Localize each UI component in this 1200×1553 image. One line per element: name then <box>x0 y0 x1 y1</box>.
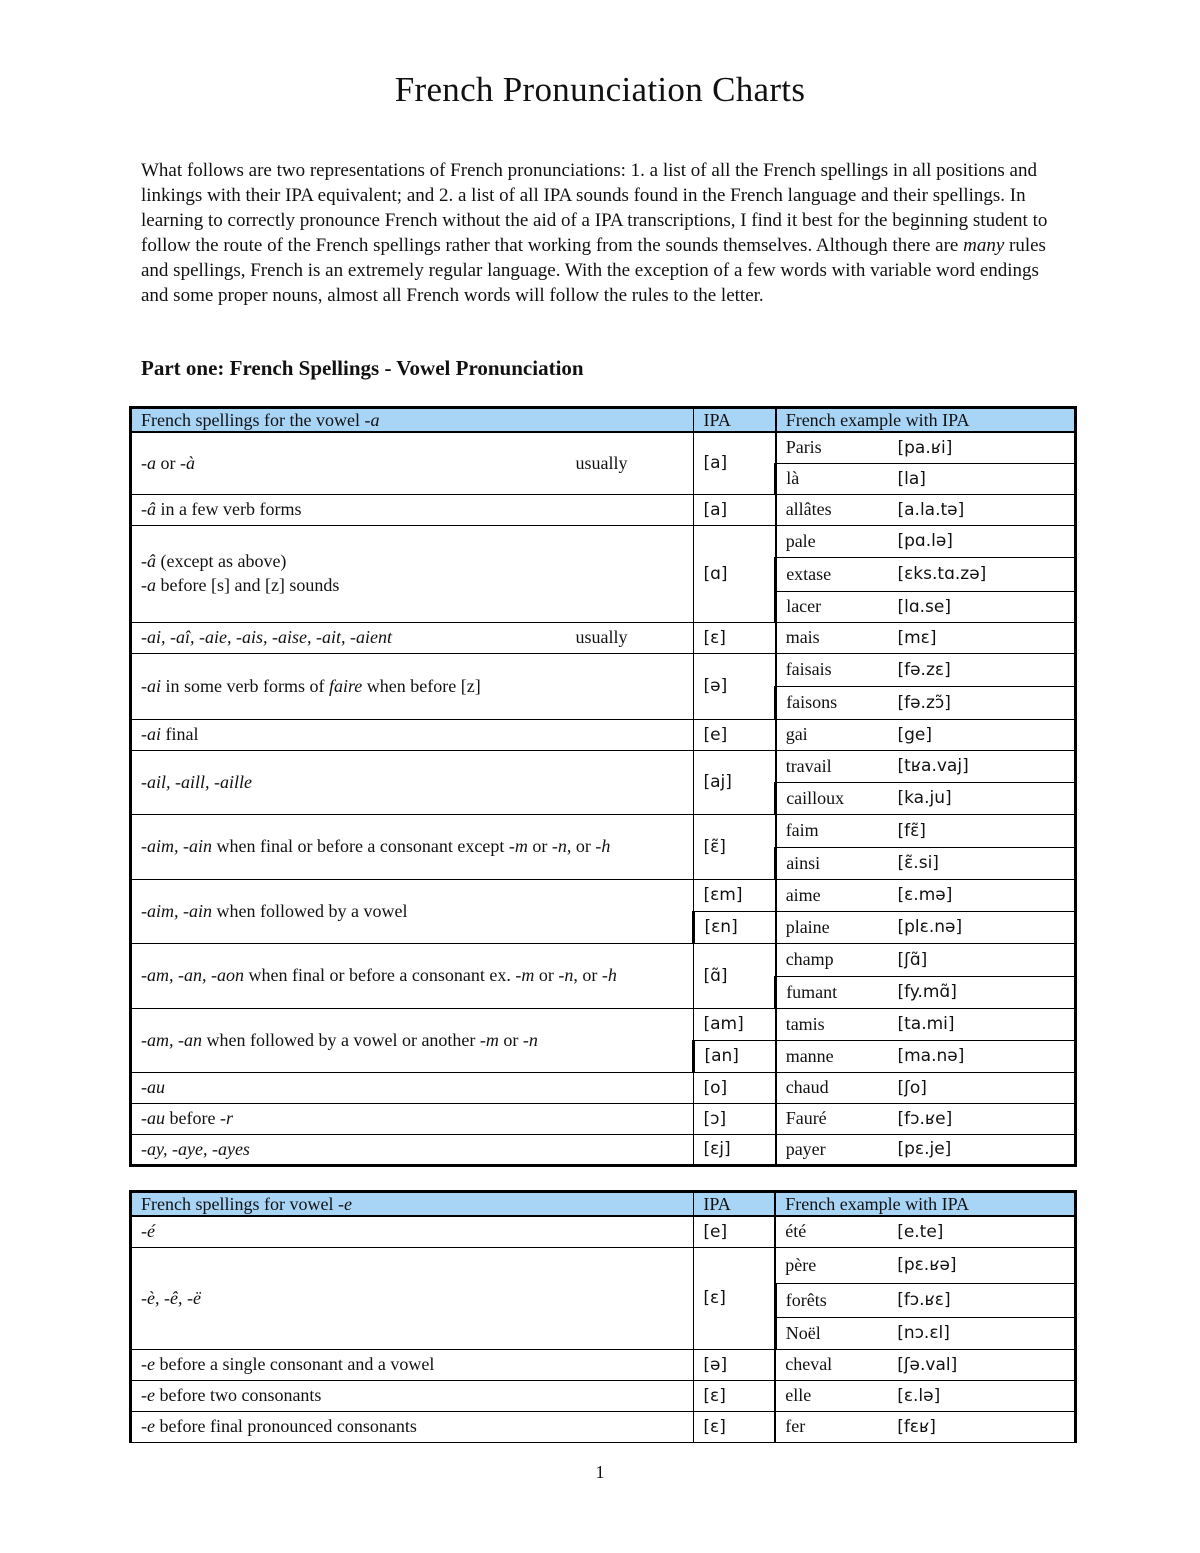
example-ipa: [ʃə.val] <box>888 1349 1075 1380</box>
example-word: tamis <box>776 1008 889 1040</box>
header-example: French example with IPA <box>775 1192 1075 1217</box>
example-word: fumant <box>776 976 889 1008</box>
example-ipa: [fə.zɔ̃] <box>888 686 1075 719</box>
example-ipa: [tʁa.vaj] <box>888 750 1075 782</box>
example-ipa: [fy.mɑ̃] <box>888 976 1075 1008</box>
intro-paragraph: What follows are two representations of French pronunciations: 1. a list of all the French spellings in all positions and linkings with their IPA equivalent; and 2. a list of all IPA sounds found in the French language and their spellings. In learning to correctly pronounce French without the aid of a IPA transcriptions, I find it best for the beginning student to follow the route of the French spellings rather that working from the sounds themselves. Although there are many rules and spellings, French is an extremely regular language. With the exception of a few words with variable word endings and some proper nouns, almost all French words will follow the rules to the letter. <box>141 160 1048 306</box>
spelling-cell: -â (except as above) -a before [s] and [z] sounds <box>131 525 694 622</box>
example-word: champ <box>776 943 889 976</box>
example-ipa: [fə.zɛ] <box>888 653 1075 686</box>
table-row <box>131 1247 1076 1283</box>
spelling-cell: -am, -an when followed by a vowel or another -m or -n <box>131 1008 694 1072</box>
example-ipa: [ka.ju] <box>888 782 1075 814</box>
example-word: forêts <box>775 1283 888 1317</box>
example-word: Fauré <box>776 1103 889 1134</box>
header-spelling: French spellings for the vowel -a <box>131 408 694 433</box>
ipa-cell: [a] <box>694 432 776 494</box>
header-spelling: French spellings for vowel -e <box>131 1192 694 1217</box>
example-ipa: [fɛʁ] <box>888 1411 1075 1442</box>
vowel-a-table <box>129 406 1077 1167</box>
example-word: faisais <box>776 653 889 686</box>
example-ipa: [plɛ.nə] <box>888 911 1075 943</box>
example-word: cheval <box>775 1349 888 1380</box>
example-ipa: [ɛks.tɑ.zə] <box>888 557 1075 591</box>
header-ipa: IPA <box>694 1192 775 1217</box>
ipa-cell: [ɛn] <box>694 911 776 943</box>
ipa-cell: [e] <box>694 1216 775 1247</box>
ipa-cell: [ɛ̃] <box>694 814 776 879</box>
example-ipa: [ge] <box>888 719 1075 750</box>
page-title: French Pronunciation Charts <box>394 70 806 109</box>
example-ipa: [ʃɑ̃] <box>888 943 1075 976</box>
table-row <box>131 1216 1076 1247</box>
table-row <box>131 879 1076 911</box>
example-word: père <box>775 1247 888 1283</box>
example-word: elle <box>775 1380 888 1411</box>
example-word: ainsi <box>776 847 889 879</box>
table-row <box>131 814 1076 847</box>
example-ipa: [ʃo] <box>888 1072 1075 1103</box>
example-ipa: [ɛ.lə] <box>888 1380 1075 1411</box>
example-word: extase <box>776 557 889 591</box>
table-row <box>131 525 1076 557</box>
example-word: faim <box>776 814 889 847</box>
header-ipa: IPA <box>694 408 776 433</box>
example-ipa: [pɛ.je] <box>888 1134 1075 1165</box>
ipa-cell: [ɑ̃] <box>694 943 776 1008</box>
spelling-cell: -ai final <box>131 719 694 750</box>
example-word: plaine <box>776 911 889 943</box>
example-ipa: [lɑ.se] <box>888 591 1075 622</box>
spelling-cell: -am, -an, -aon when final or before a consonant ex. -m or -n, or -h <box>131 943 694 1008</box>
example-ipa: [ɛ̃.si] <box>888 847 1075 879</box>
example-word: cailloux <box>776 782 889 814</box>
example-ipa: [la] <box>888 463 1075 494</box>
ipa-cell: [ɛ] <box>694 1380 775 1411</box>
spelling-cell: -ai, -aî, -aie, -ais, -aise, -ait, -aient <box>141 627 392 647</box>
example-word: là <box>776 463 889 494</box>
ipa-cell: [ɛ] <box>694 1247 775 1349</box>
ipa-cell: [ɛ] <box>694 1411 775 1442</box>
table-row <box>131 943 1076 976</box>
table-header-row <box>131 1192 1076 1217</box>
table-header-row <box>131 408 1076 433</box>
spelling-cell: -au <box>131 1072 694 1103</box>
table-row <box>131 653 1076 686</box>
ipa-cell: [a] <box>694 494 776 525</box>
example-word: mais <box>776 622 889 653</box>
example-ipa: [fɛ̃] <box>888 814 1075 847</box>
example-ipa: [e.te] <box>888 1216 1075 1247</box>
ipa-cell: [ɛm] <box>694 879 776 911</box>
table-row <box>131 494 1076 525</box>
table-row <box>131 750 1076 782</box>
ipa-cell: [o] <box>694 1072 776 1103</box>
spelling-cell: -aim, -ain when final or before a consonant except -m or -n, or -h <box>131 814 694 879</box>
spelling-cell: -ail, -aill, -aille <box>131 750 694 814</box>
spelling-cell: -e before a single consonant and a vowel <box>131 1349 694 1380</box>
example-ipa: [pɑ.lə] <box>888 525 1075 557</box>
example-ipa: [pɛ.ʁə] <box>888 1247 1075 1283</box>
table-row <box>131 1349 1076 1380</box>
example-ipa: [nɔ.ɛl] <box>888 1317 1075 1349</box>
example-word: payer <box>776 1134 889 1165</box>
example-word: travail <box>776 750 889 782</box>
spelling-cell: -â in a few verb forms <box>131 494 694 525</box>
table-row <box>131 1380 1076 1411</box>
ipa-cell: [am] <box>694 1008 776 1040</box>
example-word: gai <box>776 719 889 750</box>
usage-note: usually <box>575 452 628 473</box>
example-word: lacer <box>776 591 889 622</box>
example-ipa: [ma.nə] <box>888 1040 1075 1072</box>
example-ipa: [ta.mi] <box>888 1008 1075 1040</box>
example-word: chaud <box>776 1072 889 1103</box>
table-row <box>131 719 1076 750</box>
example-word: faisons <box>776 686 889 719</box>
ipa-cell: [ɛj] <box>694 1134 776 1165</box>
spelling-cell: -é <box>131 1216 694 1247</box>
table-row <box>131 432 1076 463</box>
ipa-cell: [e] <box>694 719 776 750</box>
page-number: 1 <box>595 1462 605 1482</box>
header-example: French example with IPA <box>776 408 1076 433</box>
usage-note: usually <box>575 627 628 647</box>
example-ipa: [pa.ʁi] <box>888 432 1075 463</box>
table-row <box>131 1072 1076 1103</box>
example-word: Noël <box>775 1317 888 1349</box>
table-row <box>131 1411 1076 1442</box>
example-word: allâtes <box>776 494 889 525</box>
example-ipa: [ɛ.mə] <box>888 879 1075 911</box>
table-row <box>131 622 1076 653</box>
ipa-cell: [ɛ] <box>694 622 776 653</box>
table-row <box>131 1134 1076 1165</box>
example-word: manne <box>776 1040 889 1072</box>
example-ipa: [a.la.tə] <box>888 494 1075 525</box>
spelling-cell: -au before -r <box>131 1103 694 1134</box>
part-heading: Part one: French Spellings - Vowel Pronunciation <box>141 356 584 380</box>
spelling-cell: -e before final pronounced consonants <box>131 1411 694 1442</box>
spelling-cell: -ay, -aye, -ayes <box>131 1134 694 1165</box>
example-word: Paris <box>776 432 889 463</box>
ipa-cell: [aj] <box>694 750 776 814</box>
table-row <box>131 1103 1076 1134</box>
example-word: pale <box>776 525 889 557</box>
spelling-cell: -ai in some verb forms of faire when before [z] <box>131 653 694 719</box>
example-ipa: [fɔ.ʁɛ] <box>888 1283 1075 1317</box>
example-word: été <box>775 1216 888 1247</box>
spelling-cell: -aim, -ain when followed by a vowel <box>131 879 694 943</box>
vowel-e-table <box>129 1190 1077 1443</box>
example-ipa: [fɔ.ʁe] <box>888 1103 1075 1134</box>
spelling-cell: -è, -ê, -ë <box>131 1247 694 1349</box>
table-row <box>131 1008 1076 1040</box>
ipa-cell: [ɑ] <box>694 525 776 622</box>
ipa-cell: [an] <box>694 1040 776 1072</box>
spelling-cell: -e before two consonants <box>131 1380 694 1411</box>
example-word: fer <box>775 1411 888 1442</box>
example-ipa: [mɛ] <box>888 622 1075 653</box>
ipa-cell: [ə] <box>694 653 776 719</box>
ipa-cell: [ə] <box>694 1349 775 1380</box>
spelling-cell: -a or -à <box>141 452 195 473</box>
example-word: aime <box>776 879 889 911</box>
ipa-cell: [ɔ] <box>694 1103 776 1134</box>
